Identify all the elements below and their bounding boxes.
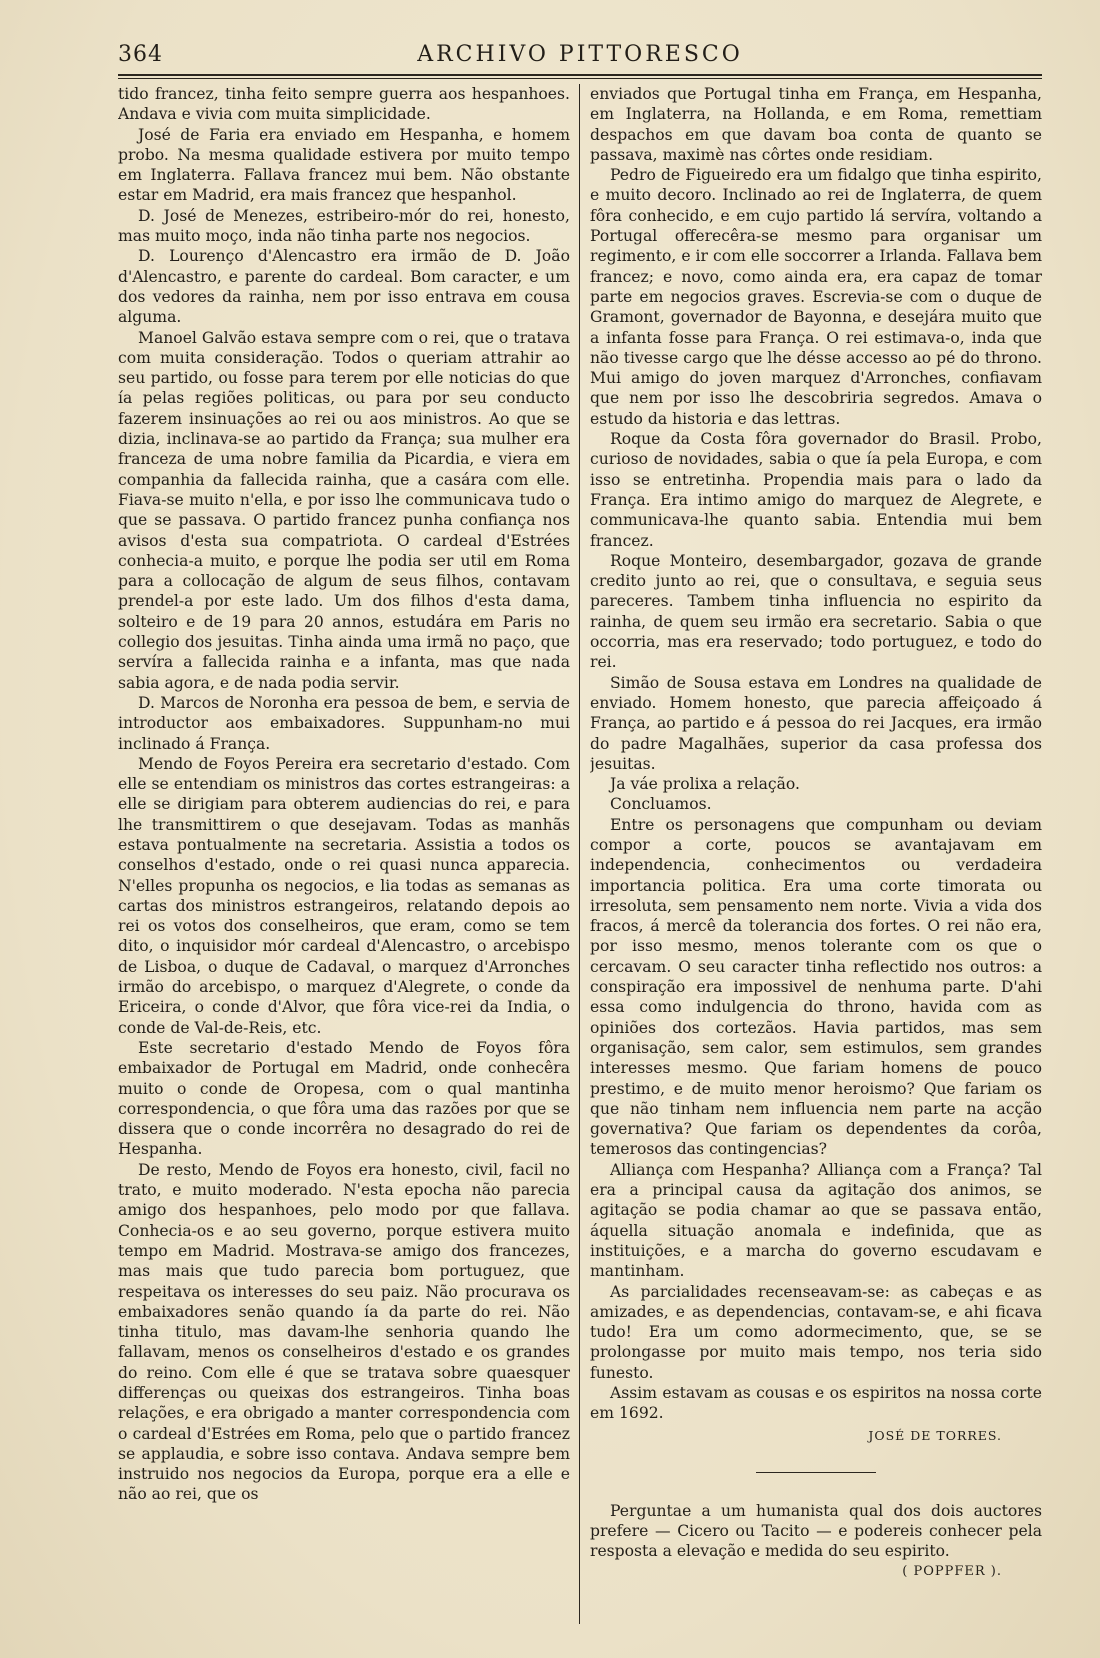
page-number: 364	[118, 42, 163, 67]
left-column	[118, 84, 570, 1644]
paragraph: enviados que Portugal tinha em França, em Hespanha, em Inglaterra, na Hollanda, e em Roma, remettiam despachos em que davam boa conta de quanto se passava, maximè nas côrtes onde residiam.	[590, 85, 1042, 164]
paragraph: Assim estavam as cousas e os espiritos na nossa corte em 1692.	[590, 1384, 1042, 1423]
paragraph: tido francez, tinha feito sempre guerra aos hespanhoes. Andava e vivia com muita simplicidade.	[118, 85, 570, 124]
paragraph: Roque da Costa fôra governador do Brasil. Probo, curioso de novidades, sabia o que ía pela Europa, e com isso se entretinha. Propendia mais para o lado da França. Era intimo amigo do marquez de Alegrete, e communicava-lhe quanto sabia. Entendia mui bem francez.	[590, 430, 1042, 550]
paragraph: José de Faria era enviado em Hespanha, e homem probo. Na mesma qualidade estivera por muito tempo em Inglaterra. Fallava francez mui bem. Não obstante estar em Madrid, era mais francez que hespanhol.	[118, 125, 570, 205]
paragraph: Manoel Galvão estava sempre com o rei, que o tratava com muita consideração. Todos o queriam attrahir ao seu partido, ou fosse para terem por elle noticias do que ía pelas regiões politicas, ou para por seu conducto fazerem insinuações ao rei ou aos ministros. Ao que se dizia, inclinava-se ao partido da França; sua mulher era franceza de uma nobre familia da Picardia, e viera em companhia da fallecida rainha, que a casára com elle. Fiava-se muito n'ella, e por isso lhe communicava tudo o que se passava. O partido francez punha confiança nos avisos d'esta sua compatriota. O cardeal d'Estrées conhecia-a muito, e porque lhe podia ser util em Roma para a collocação de algum de seus filhos, contavam prendel-a por este lado. Um dos filhos d'esta dama, solteiro e de 19 para 20 annos, estudára em Paris no collegio dos jesuitas. Tinha ainda uma irmã no paço, que servíra a fallecida rainha e a infanta, mas que nada sabia agora, e de nada podia servir.	[118, 328, 570, 692]
paragraph: Roque Monteiro, desembargador, gozava de grande credito junto ao rei, que o consultava, e seguia seus pareceres. Tambem tinha influencia no espirito da rainha, de quem seu irmão era secretario. Sabia o que occorria, mas era reservado; todo portuguez, e todo do rei.	[590, 551, 1042, 672]
paragraph: D. Marcos de Noronha era pessoa de bem, e servia de introductor aos embaixadores. Suppunham-no mui inclinado á França.	[118, 693, 570, 753]
paragraph: D. Lourenço d'Alencastro era irmão de D. João d'Alencastro, e parente do cardeal. Bom caracter, e um dos vedores da rainha, nem por isso entrava em cousa alguma.	[118, 247, 570, 327]
paragraph: De resto, Mendo de Foyos era honesto, civil, facil no trato, e muito moderado. N'esta epocha não parecia amigo dos hespanhoes, pelo modo por que fallava. Conhecia-os e ao seu governo, porque estivera muito tempo em Madrid. Mostrava-se amigo dos francezes, mas mais que tudo parecia bom portuguez, que respeitava os interesses do seu paiz. Não procurava os embaixadores senão quando ía da parte do rei. Não tinha titulo, mas davam-lhe senhoria quando lhe fallavam, menos os conselheiros d'estado e os grandes do reino. Com elle é que se tratava sobre quaesquer differenças ou queixas dos estrangeiros. Tinha boas relações, e era obrigado a manter correspondencia com o cardeal d'Estrées em Roma, pelo que o partido francez se applaudia, e sobre isso contava. Andava sempre bem instruido nos negocios da Europa, porque era a elle e não ao rei, que os	[118, 1160, 570, 1504]
paragraph: Ja váe prolixa a relação.	[610, 775, 800, 794]
paragraph: D. José de Menezes, estribeiro-mór do rei, honesto, mas muito moço, inda não tinha parte nos negocios.	[118, 206, 570, 246]
running-title: ARCHIVO PITTORESCO	[417, 42, 743, 67]
paragraph: Entre os personagens que compunham ou deviam compor a corte, poucos se avantajavam em independencia, conhecimentos ou verdadeira importancia politica. Era uma corte timorata ou irresoluta, sem pensamento nem norte. Vivia a vida dos fracos, á mercê da tolerancia dos fortes. O rei não era, por isso mesmo, menos tolerante com os que o cercavam. O seu caracter tinha reflectido nos outros: a conspiração era impossivel de nenhuma parte. D'ahi essa como indulgencia do throno, havida com as opiniões dos cortezãos. Havia partidos, mas sem organisação, sem calor, sem estimulos, sem grandes interesses mesmo. Que fariam homens de pouco prestimo, e de muito menor heroismo? Que fariam os que não tinham nem influencia nem parte na acção governativa? Que fariam os dependentes da corôa, temerosos das contingencias?	[590, 815, 1042, 1159]
paragraph: Concluamos.	[610, 795, 712, 814]
right-column	[590, 84, 1042, 1644]
separator-rule	[756, 1472, 876, 1473]
article-body	[118, 84, 1042, 1644]
paragraph: Pedro de Figueiredo era um fidalgo que tinha espirito, e muito decoro. Inclinado ao rei de Inglaterra, de quem fôra conhecido, e em cujo partido lá servíra, voltando a Portugal offerecêra-se mesmo para organisar um regimento, e ir com elle soccorrer a Irlanda. Fallava bem francez; e novo, como ainda era, era capaz de tomar parte em negocios graves. Escrevia-se com o duque de Gramont, governador de Bayonna, e desejára muito que a infanta fosse para França. O rei estimava-o, inda que não tivesse cargo que lhe désse accesso ao pé do throno. Mui amigo do joven marquez d'Arronches, confiavam que nem por isso lhe descobriria segredos. Amava o estudo da historia e das lettras.	[590, 166, 1042, 428]
page-header	[118, 40, 1042, 76]
paragraph: Mendo de Foyos Pereira era secretario d'estado. Com elle se entendiam os ministros das cortes estrangeiras: a elle se dirigiam para obterem audiencias do rei, e para lhe transmittirem o que desejavam. Todas as manhãs estava pontualmente na secretaria. Assistia a todos os conselhos d'estado, onde o rei quasi nunca apparecia. N'elles propunha os negocios, e lia todas as semanas as cartas dos ministros estrangeiros, relatando depois ao rei os votos dos conselheiros, que eram, como se tem dito, o inquisidor mór cardeal d'Alencastro, o arcebispo de Lisboa, o duque de Cadaval, o marquez d'Arronches irmão do arcebispo, o marquez d'Alegrete, o conde da Ericeira, o conde d'Alvor, que fôra vice-rei da India, o conde de Val-de-Reis, etc.	[118, 754, 570, 1037]
header-rule	[118, 78, 1042, 79]
paragraph: Este secretario d'estado Mendo de Foyos fôra embaixador de Portugal em Madrid, onde conhecêra muito o conde de Oropesa, com o qual mantinha correspondencia, o que fôra uma das razões por que se dissera que o conde incorrêra no desagrado do rei de Hespanha.	[118, 1038, 570, 1159]
column-divider	[579, 84, 580, 1624]
quote-text: Perguntae a um humanista qual dos dois auctores prefere — Cicero ou Tacito — e podereis conhecer pela resposta a elevação e medida do seu espirito.	[590, 1501, 1042, 1561]
paragraph: As parcialidades recenseavam-se: as cabeças e as amizades, e as dependencias, contavam-se, e ahi ficava tudo! Era um como adormecimento, que, se se prolongasse por muito mais tempo, nos teria sido funesto.	[590, 1282, 1042, 1382]
paragraph: Simão de Sousa estava em Londres na qualidade de enviado. Homem honesto, que parecia affeiçoado á França, ao partido e á pessoa do rei Jacques, era irmão do padre Magalhães, superior da casa professa dos jesuitas.	[590, 673, 1042, 773]
quote-attribution: ( POPPFER ).	[902, 1563, 1002, 1579]
author-signature: JOSÉ DE TORRES.	[868, 1427, 1002, 1443]
paragraph: Alliança com Hespanha? Alliança com a França? Tal era a principal causa da agitação dos animos, se agitação se podia chamar ao que se passava então, áquella situação anomala e indefinida, que as instituições, e a marcha do governo escudavam e mantinham.	[590, 1160, 1042, 1281]
